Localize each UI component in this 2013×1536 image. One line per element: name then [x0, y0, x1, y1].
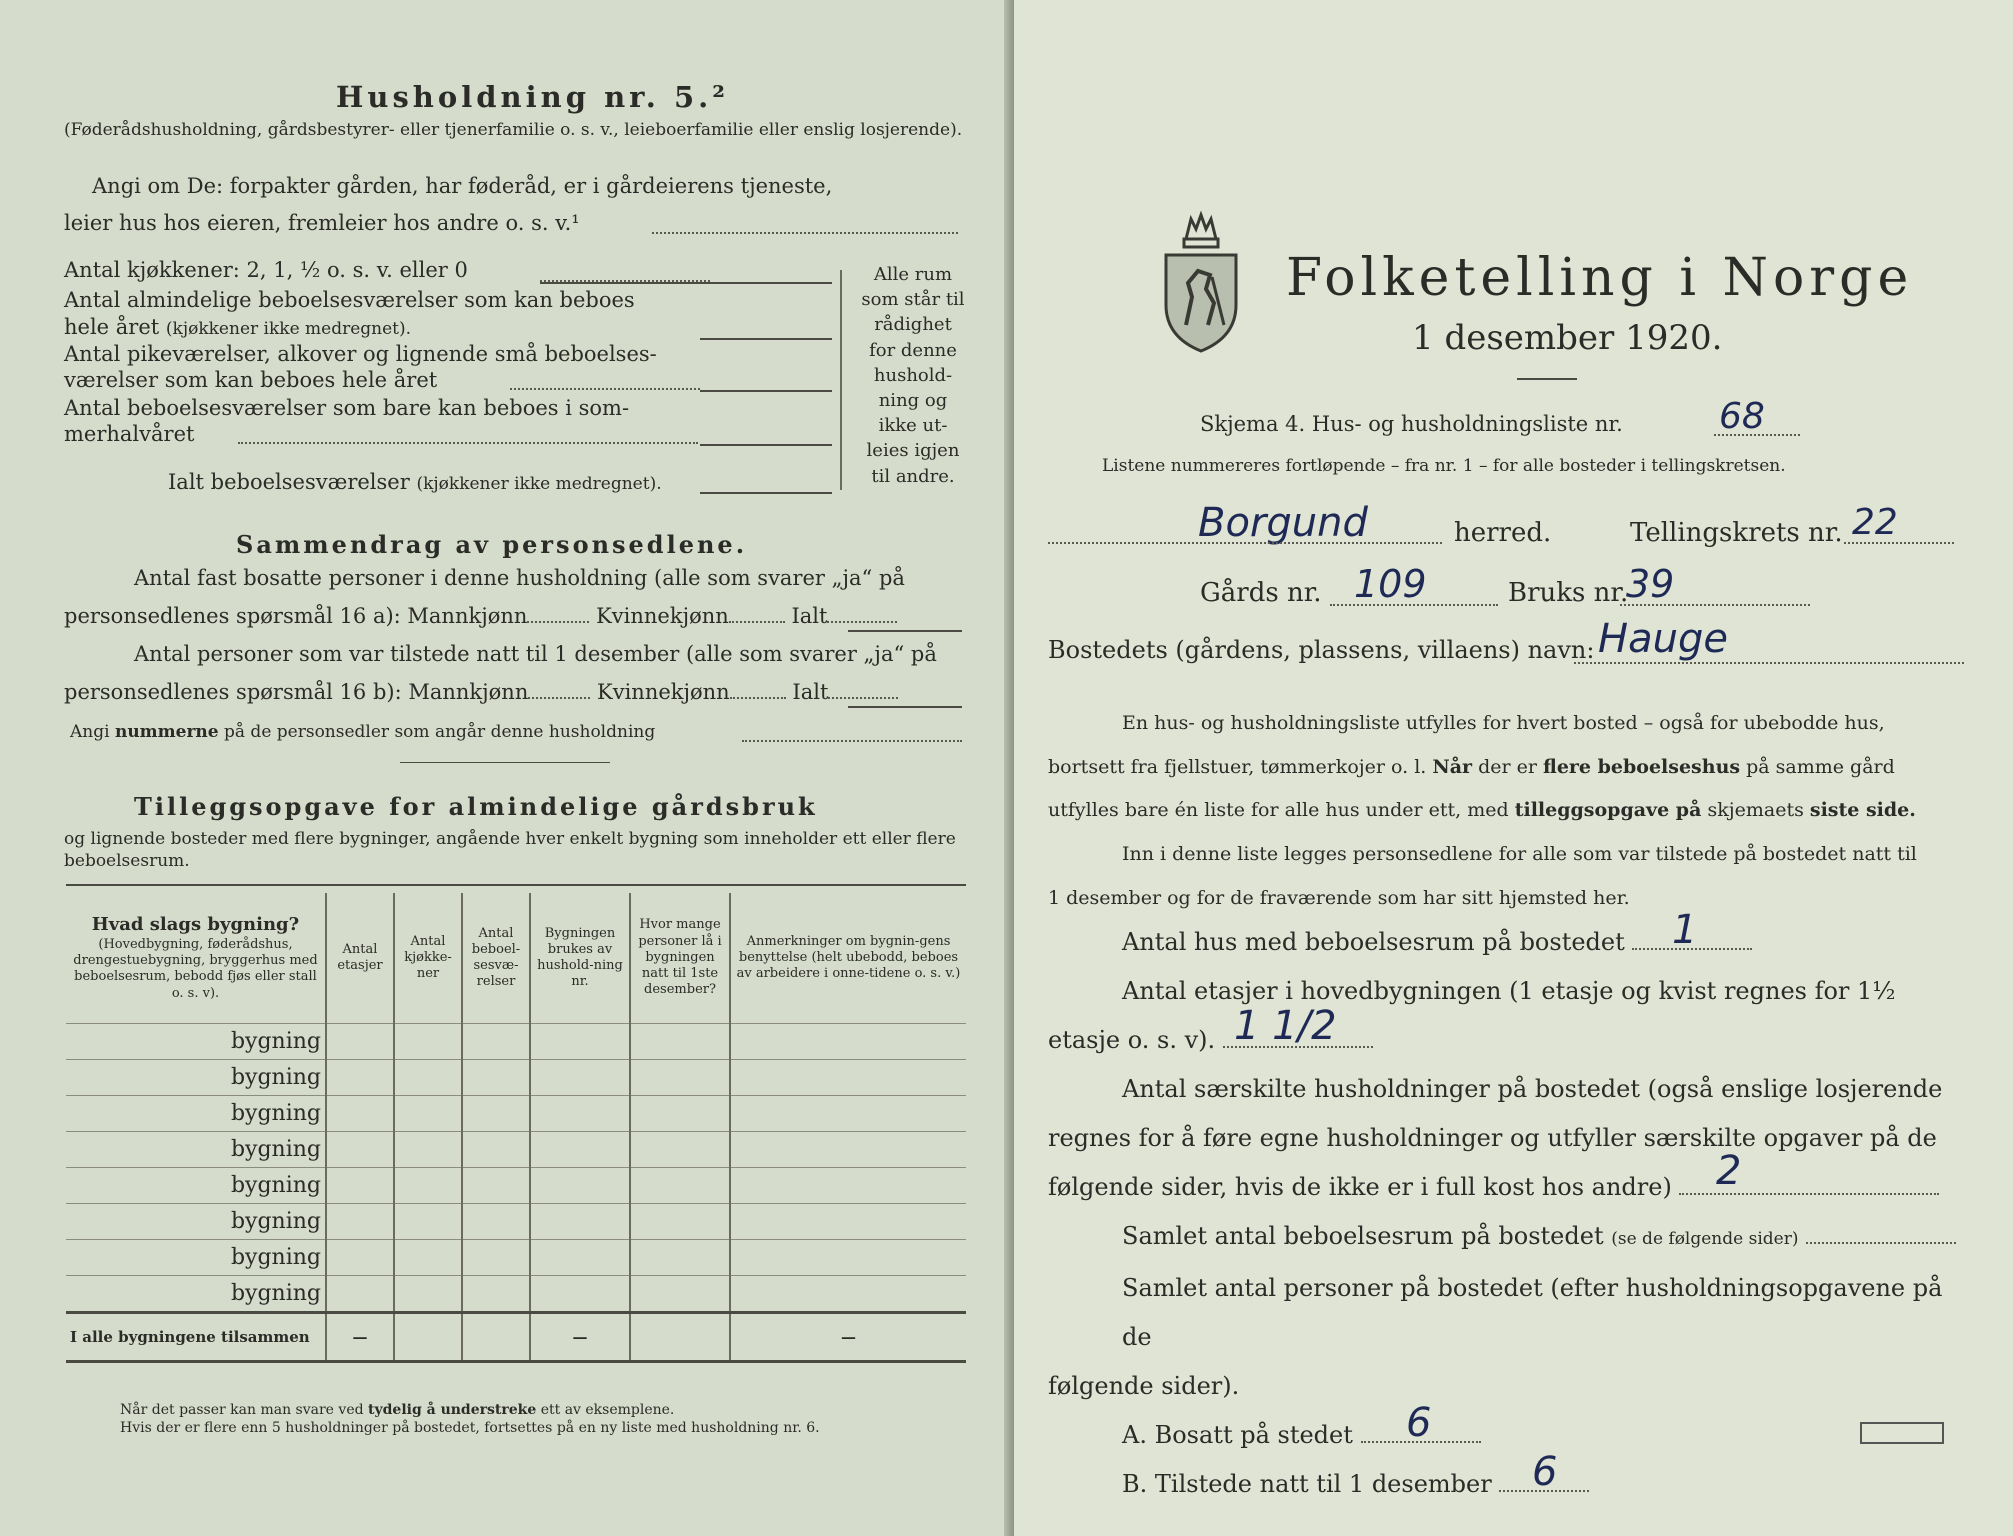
- q2-male-field[interactable]: [528, 697, 590, 699]
- side-note-line: til andre.: [871, 465, 955, 487]
- cell[interactable]: [630, 1240, 730, 1276]
- instr-line-3: [1048, 789, 1978, 833]
- cell[interactable]: [530, 1240, 630, 1276]
- row-label: bygning: [66, 1060, 326, 1096]
- cell[interactable]: [462, 1276, 530, 1313]
- bosted-line: [1574, 662, 1964, 664]
- cell[interactable]: [326, 1240, 394, 1276]
- q2-label-b: etasje o. s. v).: [1048, 1026, 1216, 1054]
- cell[interactable]: [530, 1024, 630, 1060]
- total-rooms-note: (kjøkkener ikke medregnet).: [416, 474, 662, 494]
- qb-value[interactable]: 6: [1532, 1449, 1558, 1495]
- total-floors-dash: —: [326, 1313, 394, 1362]
- q3-label-a: Antal særskilte husholdninger på bostedet (også enslige losjerende: [1122, 1075, 1943, 1103]
- cell[interactable]: [394, 1313, 462, 1362]
- instr-1c: Når: [1432, 755, 1473, 778]
- q3-value[interactable]: 2: [1716, 1148, 1742, 1194]
- cell[interactable]: [326, 1024, 394, 1060]
- summer-rooms-label-a: Antal beboelsesværelser som bare kan beboes i som-: [64, 396, 630, 420]
- row-label: bygning: [66, 1276, 326, 1313]
- table-row: [66, 1240, 966, 1276]
- list-number-value[interactable]: 68: [1719, 396, 1765, 437]
- table-row: [66, 1024, 966, 1060]
- cell[interactable]: [462, 1024, 530, 1060]
- rooms-label-a: Antal almindelige beboelsesværelser som kan beboes: [64, 288, 635, 312]
- q5-label-b: følgende sider).: [1048, 1372, 1240, 1400]
- total-row-label: I alle bygningene tilsammen: [66, 1313, 326, 1362]
- rooms-label-b: hele året: [64, 315, 160, 339]
- rooms-side-note: [858, 262, 968, 489]
- cell[interactable]: [462, 1096, 530, 1132]
- q4-note: (se de følgende sider): [1611, 1229, 1799, 1249]
- cell[interactable]: [630, 1168, 730, 1204]
- cell[interactable]: [326, 1132, 394, 1168]
- rooms-note: (kjøkkener ikke medregnet).: [165, 319, 412, 339]
- footnote-1a: Når det passer kan man svare ved: [120, 1402, 364, 1418]
- side-note-line: som står til: [861, 289, 965, 311]
- qb-label: B. Tilstede natt til 1 desember: [1122, 1470, 1492, 1498]
- cell[interactable]: [462, 1168, 530, 1204]
- col-header-persons: Hvor mange personer lå i bygningen natt til 1ste desember?: [630, 893, 730, 1024]
- summer-rooms-label-b: merhalvåret: [64, 422, 195, 446]
- summary-q1-b: personsedlenes spørsmål 16 a): Mannkjønn: [64, 604, 528, 628]
- rooms-brace: [840, 270, 850, 490]
- q1-total-field[interactable]: [827, 621, 897, 623]
- cell[interactable]: [730, 1132, 966, 1168]
- cell[interactable]: [730, 1024, 966, 1060]
- cell[interactable]: [326, 1096, 394, 1132]
- side-note-line: ning og: [878, 389, 948, 411]
- qa-label: A. Bosatt på stedet: [1122, 1421, 1353, 1449]
- right-page: [1014, 0, 2013, 1536]
- kitchens-label: Antal kjøkkener: 2, 1, ½ o. s. v. eller 0: [64, 258, 468, 282]
- q1-label: Antal hus med beboelsesrum på bostedet: [1122, 928, 1625, 956]
- row-label: bygning: [66, 1168, 326, 1204]
- q2-female-field[interactable]: [730, 697, 786, 699]
- household-subtitle: (Føderådshusholdning, gårdsbestyrer- eller tjenerfamilie o. s. v., leieboerfamilie eller enslig losjerende).: [64, 120, 963, 140]
- gards-value[interactable]: 109: [1354, 562, 1427, 606]
- q3-label-b: regnes for å føre egne husholdninger og utfyller særskilte opgaver på de: [1048, 1124, 1937, 1152]
- row-label: bygning: [66, 1204, 326, 1240]
- summary-q1-c: Kvinnekjønn: [596, 604, 729, 628]
- q5-label-a: Samlet antal personer på bostedet (efter husholdningsopgavene på de: [1122, 1274, 1943, 1351]
- q4-label: Samlet antal beboelsesrum på bostedet: [1122, 1222, 1604, 1250]
- supplement-text: og lignende bosteder med flere bygninger, angående hver enkelt bygning som inneholder ett eller flere beboelsesrum.: [64, 829, 956, 872]
- bosted-value[interactable]: Hauge: [1598, 616, 1728, 662]
- herred-line: [1048, 542, 1442, 544]
- summary-q2-c: Kvinnekjønn: [597, 680, 730, 704]
- cell[interactable]: [462, 1204, 530, 1240]
- cell[interactable]: [530, 1060, 630, 1096]
- q2-value[interactable]: 1 1/2: [1234, 1003, 1337, 1049]
- total-remarks-dash: —: [730, 1313, 966, 1362]
- maid-rooms-dots: [510, 388, 700, 390]
- table-header-row: [66, 893, 966, 1024]
- angi-line-2: leier hus hos eieren, fremleier hos andre o. s. v.¹: [64, 211, 580, 235]
- tellingskrets-label: Tellingskrets nr.: [1630, 518, 1843, 548]
- gards-line: [1330, 604, 1498, 606]
- instr-line-5: 1 desember og for de fraværende som har sitt hjemsted her.: [1048, 886, 1630, 909]
- cell[interactable]: [730, 1240, 966, 1276]
- summary-q2-a: Antal personer som var tilstede natt til 1 desember (alle som svarer „ja“ på: [134, 642, 937, 666]
- census-date: 1 desember 1920.: [1412, 318, 1723, 358]
- cell[interactable]: [326, 1060, 394, 1096]
- side-note-line: Alle rum: [873, 264, 953, 285]
- instr-1j: siste side.: [1809, 799, 1916, 822]
- instr-1i: skjemaets: [1707, 799, 1804, 822]
- tellingskrets-line: [1844, 542, 1954, 544]
- household-title: Husholdning nr. 5.²: [336, 80, 729, 114]
- cell[interactable]: [394, 1204, 462, 1240]
- col-header-building: [66, 893, 326, 1024]
- total-rooms-answer-line[interactable]: [700, 492, 832, 494]
- summer-rooms-answer-line[interactable]: [700, 444, 832, 446]
- table-row: [66, 1204, 966, 1240]
- bruks-label: Bruks nr.: [1508, 578, 1629, 608]
- cell[interactable]: [730, 1060, 966, 1096]
- cell[interactable]: [326, 1204, 394, 1240]
- summary-q1-d: Ialt: [791, 604, 828, 628]
- col-header-rooms: Antal beboel-sesvæ-relser: [462, 893, 530, 1024]
- date-divider: [1517, 378, 1577, 380]
- instr-1f: på samme gård: [1746, 755, 1895, 778]
- col-header-household: Bygningen brukes av hushold-ning nr.: [530, 893, 630, 1024]
- list-number-line: [1714, 434, 1800, 436]
- footnotes: [120, 1402, 980, 1437]
- cell[interactable]: [530, 1096, 630, 1132]
- cell[interactable]: [326, 1168, 394, 1204]
- numbers-label-c: på de personsedler som angår denne husholdning: [224, 722, 656, 742]
- footnote-2: Hvis der er flere enn 5 husholdninger på bostedet, fortsettes på en ny liste med husholdning nr. 6.: [120, 1419, 820, 1436]
- table-row: [66, 1132, 966, 1168]
- cell[interactable]: [326, 1276, 394, 1313]
- total-household-dash: —: [530, 1313, 630, 1362]
- cell[interactable]: [530, 1204, 630, 1240]
- cell[interactable]: [730, 1276, 966, 1313]
- q3-label-c: følgende sider, hvis de ikke er i full kost hos andre): [1048, 1173, 1672, 1201]
- questions: [1048, 907, 1978, 1509]
- side-note-line: for denne: [869, 339, 957, 361]
- angi-answer-line[interactable]: [652, 232, 958, 234]
- maid-rooms-answer-line[interactable]: [700, 390, 832, 392]
- maid-rooms-label-b: værelser som kan beboes hele året: [64, 368, 438, 392]
- q1-male-field[interactable]: [527, 621, 589, 623]
- table-row: [66, 1168, 966, 1204]
- summer-rooms-dots: [238, 442, 698, 444]
- cell[interactable]: [730, 1168, 966, 1204]
- qa-value[interactable]: 6: [1406, 1400, 1432, 1446]
- instr-1e: flere beboelseshus: [1543, 755, 1741, 778]
- q4-line[interactable]: [1806, 1242, 1956, 1244]
- footnote-1c: ett av eksemplene.: [540, 1402, 675, 1418]
- instr-1b: bortsett fra fjellstuer, tømmerkojer o. l.: [1048, 755, 1427, 778]
- cell[interactable]: [530, 1168, 630, 1204]
- numbering-note: Listene nummereres fortløpende – fra nr. 1 – for alle bosteder i tellingskretsen.: [1102, 456, 1786, 476]
- side-note-line: leies igjen: [866, 440, 960, 462]
- cell[interactable]: [630, 1132, 730, 1168]
- q2-total-field[interactable]: [828, 697, 898, 699]
- cell[interactable]: [530, 1132, 630, 1168]
- table-row: [66, 1276, 966, 1313]
- cell[interactable]: [630, 1276, 730, 1313]
- instr-line-1: En hus- og husholdningsliste utfylles for hvert bosted – også for ubebodde hus,: [1122, 712, 1885, 734]
- coat-of-arms-icon: [1158, 205, 1244, 355]
- q1-total-underline: [848, 630, 962, 632]
- supplement-title: Tilleggsopgave for almindelige gårdsbruk: [134, 792, 818, 821]
- cell[interactable]: [462, 1060, 530, 1096]
- cell[interactable]: [630, 1313, 730, 1362]
- bosted-label: Bostedets (gårdens, plassens, villaens) navn:: [1048, 636, 1595, 664]
- printer-stamp: [1860, 1422, 1944, 1444]
- summary-q2-d: Ialt: [792, 680, 829, 704]
- cell[interactable]: [394, 1096, 462, 1132]
- cell[interactable]: [394, 1168, 462, 1204]
- table-row: [66, 1096, 966, 1132]
- bruks-line: [1620, 604, 1810, 606]
- row-label: bygning: [66, 1024, 326, 1060]
- summary-title: Sammendrag av personsedlene.: [236, 530, 748, 559]
- cell[interactable]: [394, 1276, 462, 1313]
- cell[interactable]: [394, 1132, 462, 1168]
- cell[interactable]: [730, 1204, 966, 1240]
- buildings-table: [66, 893, 966, 1363]
- table-total-row: [66, 1313, 966, 1362]
- q1-value[interactable]: 1: [1672, 907, 1698, 953]
- summary-q1-a: Antal fast bosatte personer i denne husholdning (alle som svarer „ja“ på: [134, 566, 905, 590]
- total-rooms-label: Ialt beboelsesværelser: [168, 470, 410, 494]
- table-top-rule: [66, 884, 966, 886]
- herred-value[interactable]: Borgund: [1198, 500, 1368, 546]
- tellingskrets-value[interactable]: 22: [1852, 502, 1898, 543]
- footnote-1b: tydelig å understreke: [368, 1402, 537, 1418]
- q2-total-underline: [848, 706, 962, 708]
- bruks-value[interactable]: 39: [1626, 562, 1675, 606]
- herred-label: herred.: [1454, 518, 1552, 548]
- summary-q2-b: personsedlenes spørsmål 16 b): Mannkjønn: [64, 680, 529, 704]
- col-header-kitchens: Antal kjøkke-ner: [394, 893, 462, 1024]
- instr-line-4: Inn i denne liste legges personsedlene for alle som var tilstede på bostedet natt til: [1122, 843, 1917, 866]
- row-label: bygning: [66, 1240, 326, 1276]
- side-note-line: hushold-: [873, 364, 953, 386]
- cell[interactable]: [394, 1240, 462, 1276]
- gards-label: Gårds nr.: [1200, 578, 1322, 608]
- cell[interactable]: [394, 1024, 462, 1060]
- q2-label-a: Antal etasjer i hovedbygningen (1 etasje og kvist regnes for 1½: [1122, 977, 1896, 1005]
- cell[interactable]: [462, 1313, 530, 1362]
- row-label: bygning: [66, 1132, 326, 1168]
- instr-1g: utfylles bare én liste for alle hus under ett, med: [1048, 799, 1509, 822]
- numbers-answer-line[interactable]: [742, 740, 962, 742]
- col-header-floors: Antal etasjer: [326, 893, 394, 1024]
- col-header-building-title: Hvad slags bygning?: [91, 914, 300, 936]
- maid-rooms-label-a: Antal pikeværelser, alkover og lignende små beboelses-: [64, 342, 657, 366]
- cell[interactable]: [630, 1060, 730, 1096]
- instr-1d: der er: [1478, 755, 1537, 778]
- schema-label: Skjema 4. Hus- og husholdningsliste nr.: [1200, 412, 1623, 436]
- side-note-line: ikke ut-: [878, 415, 948, 437]
- instructions: [1048, 702, 1978, 920]
- col-header-building-note: (Hovedbygning, føderådshus, drengestuebygning, bryggerhus med beboelsesrum, bebodd fjøs eller stall o. s. v).: [73, 936, 318, 1001]
- cell[interactable]: [630, 1096, 730, 1132]
- row-label: bygning: [66, 1096, 326, 1132]
- table-row: [66, 1060, 966, 1096]
- instr-line-2: [1048, 746, 1978, 790]
- cell[interactable]: [462, 1132, 530, 1168]
- angi-line-1: Angi om De: forpakter gården, har føderåd, er i gårdeierens tjeneste,: [92, 174, 833, 198]
- side-note-line: rådighet: [874, 314, 952, 336]
- kitchens-answer-line[interactable]: [540, 282, 832, 284]
- cell[interactable]: [630, 1204, 730, 1240]
- q1-female-field[interactable]: [729, 621, 785, 623]
- rooms-answer-line[interactable]: [700, 338, 832, 340]
- numbers-label-b: nummerne: [114, 722, 219, 742]
- cell[interactable]: [530, 1276, 630, 1313]
- census-title: Folketelling i Norge: [1286, 248, 1914, 308]
- cell[interactable]: [730, 1096, 966, 1132]
- col-header-remarks: Anmerkninger om bygnin-gens benyttelse (helt ubebodd, beboes av arbeidere i onne-tidene o. s. v.): [736, 933, 961, 982]
- section-divider: [400, 762, 610, 763]
- numbers-label-a: Angi: [70, 722, 110, 742]
- instr-1h: tilleggsopgave på: [1514, 799, 1702, 822]
- cell[interactable]: [462, 1240, 530, 1276]
- cell[interactable]: [394, 1060, 462, 1096]
- cell[interactable]: [630, 1024, 730, 1060]
